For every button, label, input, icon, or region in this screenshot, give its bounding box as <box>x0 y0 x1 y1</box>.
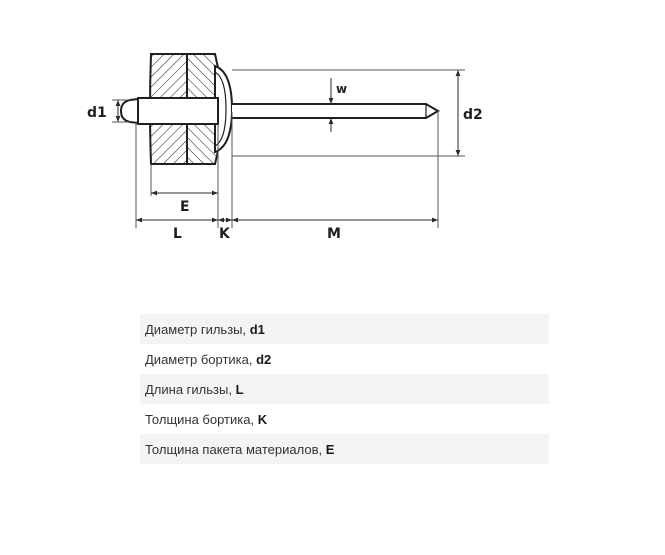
dimension-spec-table <box>140 314 549 464</box>
rivet-dimension-drawing <box>0 0 665 260</box>
spec-symbol: d1 <box>249 321 265 337</box>
label-L: L <box>173 226 182 242</box>
spec-symbol: d2 <box>256 351 272 367</box>
spec-row <box>140 374 549 404</box>
label-M: M <box>327 226 341 242</box>
spec-description: Длина гильзы, <box>145 381 236 397</box>
spec-row <box>140 314 549 344</box>
spec-row <box>140 404 549 434</box>
label-E: E <box>180 199 190 215</box>
spec-symbol: L <box>235 381 244 397</box>
spec-description: Толщина бортика, <box>145 411 258 427</box>
label-d1: d1 <box>87 105 107 121</box>
rivet-sleeve <box>138 98 218 124</box>
spec-symbol: K <box>257 411 268 427</box>
mandrel-stem <box>232 104 438 118</box>
spec-symbol: E <box>325 441 335 457</box>
spec-description: Толщина пакета материалов, <box>145 441 326 457</box>
label-K: K <box>219 226 230 242</box>
spec-row <box>140 434 549 464</box>
spec-description: Диаметр бортика, <box>145 351 257 367</box>
label-w: w <box>336 82 348 96</box>
spec-row <box>140 344 549 374</box>
spec-description: Диаметр гильзы, <box>145 321 250 337</box>
mandrel-head <box>121 99 138 123</box>
label-d2: d2 <box>463 107 483 123</box>
